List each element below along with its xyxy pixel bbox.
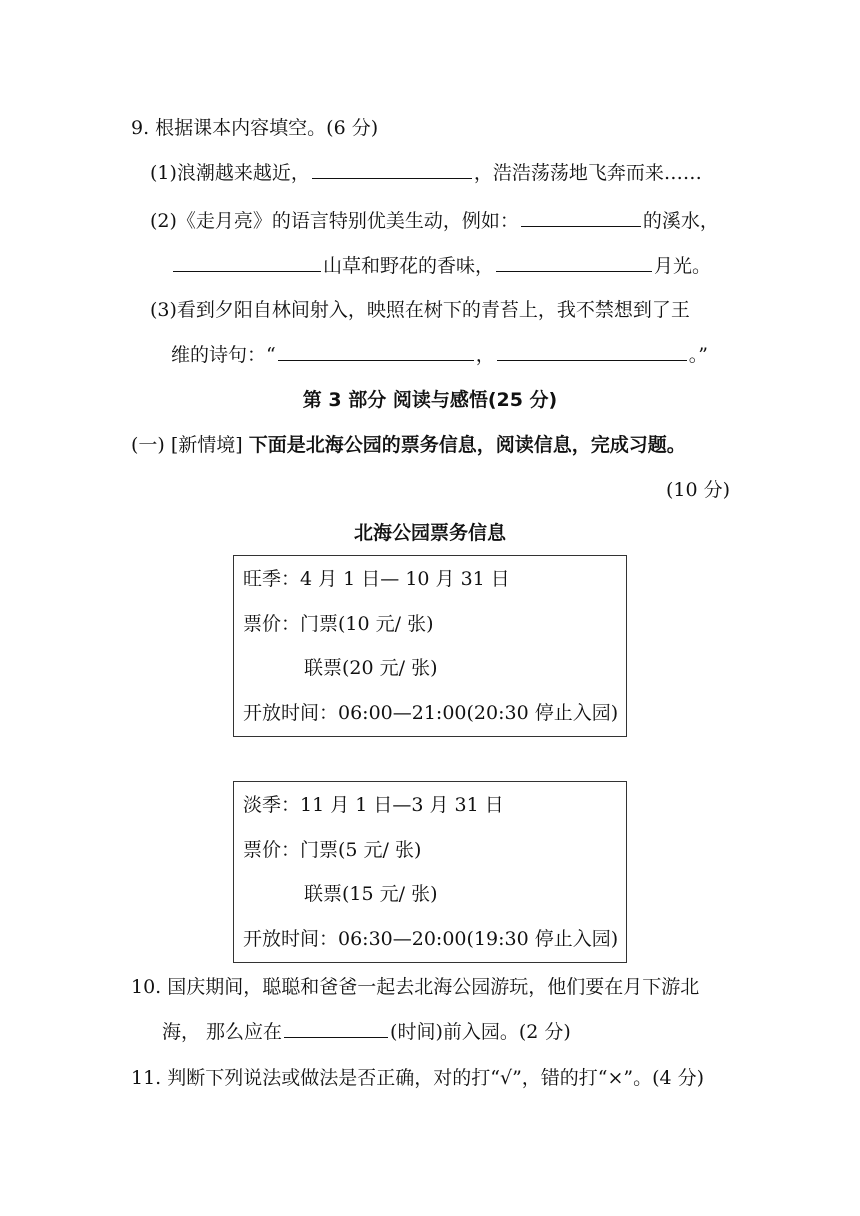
q9-blank-4[interactable] [496, 253, 652, 272]
q9-item-3-text-c: ， [475, 344, 495, 366]
q10-text-a: 海， 那么应在 [162, 1021, 283, 1043]
q9-item-2-line-2 [171, 253, 711, 279]
q10-blank[interactable] [284, 1019, 388, 1038]
off-ticket-price: 票价：门票(5 元/ 张) [243, 839, 422, 861]
q10-line-2 [162, 1019, 571, 1045]
q9-item-2-text-c: 山草和野花的香味， [323, 255, 495, 277]
ticket-info-title [0, 520, 860, 546]
q9-item-1-text-a: (1)浪潮越来越近， [150, 162, 310, 184]
q9-blank-5[interactable] [278, 342, 474, 361]
q9-item-1 [150, 160, 702, 186]
part-1-instruction [131, 432, 686, 458]
section-3-title [0, 387, 860, 413]
peak-season-dates: 旺季：4 月 1 日— 10 月 31 日 [243, 568, 510, 590]
q10-line-1: 10. 国庆期间，聪聪和爸爸一起去北海公园游玩，他们要在月下游北 [131, 976, 700, 998]
section-3-title-text: 第 3 部分 阅读与感悟(25 分) [302, 389, 558, 411]
peak-combo-ticket: 联票(20 元/ 张) [304, 657, 438, 679]
q9-item-2-line-1 [150, 208, 719, 234]
q11-text: 11. 判断下列说法或做法是否正确，对的打“√”，错的打“×”。(4 分) [131, 1067, 705, 1089]
q9-blank-1[interactable] [312, 160, 472, 179]
ticket-info-title-text: 北海公园票务信息 [353, 522, 506, 544]
q9-blank-3[interactable] [173, 253, 321, 272]
off-opening-hours: 开放时间：06:30—20:00(19:30 停止入园) [243, 928, 619, 950]
peak-season-box [233, 555, 627, 737]
off-season-box [233, 781, 627, 963]
q9-item-2-text-b: 的溪水， [642, 210, 719, 232]
part-1-score: (10 分) [665, 479, 730, 501]
q9-item-1-text-b: ，浩浩荡荡地飞奔而来…… [473, 162, 702, 184]
q9-title: 9. 根据课本内容填空。(6 分) [131, 117, 379, 139]
q9-item-3-text-b: 维的诗句：“ [171, 344, 276, 366]
q9-item-3-text-d: 。” [688, 344, 708, 366]
q9-blank-6[interactable] [497, 342, 687, 361]
q10-text-b: (时间)前入园。(2 分) [390, 1021, 571, 1043]
peak-opening-hours: 开放时间：06:00—21:00(20:30 停止入园) [243, 702, 619, 724]
peak-ticket-price: 票价：门票(10 元/ 张) [243, 613, 434, 635]
q9-blank-2[interactable] [521, 208, 641, 227]
q9-item-3-line-2 [171, 342, 708, 368]
off-combo-ticket: 联票(15 元/ 张) [304, 883, 438, 905]
q9-item-2-text-a: (2)《走月亮》的语言特别优美生动，例如： [150, 210, 519, 232]
part-1-text: 下面是北海公园的票务信息，阅读信息，完成习题。 [248, 434, 686, 456]
part-1-prefix: (一) [新情境] [131, 434, 249, 456]
q9-item-2-text-d: 月光。 [654, 255, 712, 277]
q9-item-3-line-1: (3)看到夕阳自林间射入，映照在树下的青苔上，我不禁想到了王 [150, 299, 690, 321]
off-season-dates: 淡季：11 月 1 日—3 月 31 日 [243, 794, 504, 816]
